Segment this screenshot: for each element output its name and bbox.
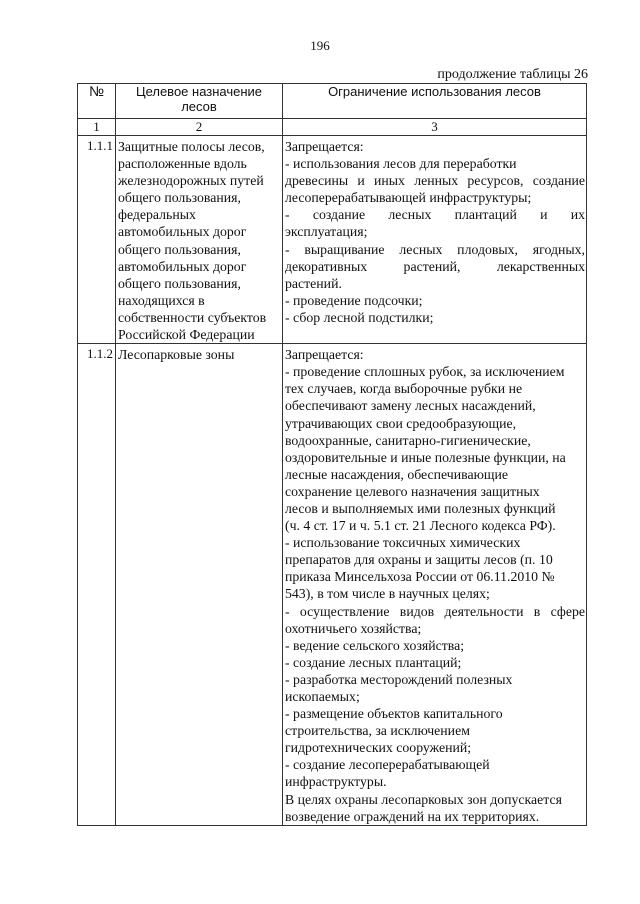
restriction-line: возведение ограждений на их территориях. xyxy=(285,808,540,824)
row-number: 1.1.1 xyxy=(78,136,116,344)
restriction-line: утрачивающих свои средообразующие, xyxy=(285,415,517,431)
purpose-line: автомобильных дорог xyxy=(118,258,247,274)
purpose-line: общего пользования, xyxy=(118,275,241,291)
purpose-line: Лесопарковые зоны xyxy=(118,347,235,363)
restriction-line: декоративных растений, лекарственных xyxy=(285,258,585,274)
restriction-line: Запрещается: xyxy=(285,139,364,154)
restriction-line: - использование токсичных химических xyxy=(285,535,521,551)
restriction-line: лесов и выполняемых ими полезных функций xyxy=(285,500,556,516)
restriction-line: инфраструктуры. xyxy=(285,774,387,790)
restriction-line: - создание лесных плантаций; xyxy=(285,654,462,670)
purpose-line: расположенные вдоль xyxy=(118,156,247,172)
restriction-line: древесины и иных ленных ресурсов, создание xyxy=(285,173,585,189)
table-continuation-label: продолжение таблицы 26 xyxy=(437,67,588,82)
restriction-line: ископаемых; xyxy=(285,689,360,704)
restriction-line: охотничьего хозяйства; xyxy=(285,620,422,636)
restriction-line: В целях охраны лесопарковых зон допускается xyxy=(285,791,562,807)
restriction-line: - размещение объектов капитального xyxy=(285,706,503,722)
restriction-line: приказа Минсельхоза России от 06.11.2010 № xyxy=(285,569,555,585)
purpose-line: Защитные полосы лесов, xyxy=(118,139,265,154)
column-numbers-row xyxy=(78,119,587,136)
purpose-line: находящихся в xyxy=(118,292,205,308)
header-purpose xyxy=(116,84,283,119)
restriction-line: - разработка месторождений полезных xyxy=(285,671,513,687)
restriction-line: - проведение сплошных рубок, за исключением xyxy=(285,364,565,380)
restriction-line: - использования лесов для переработки xyxy=(285,156,517,172)
restriction-line: лесоперерабатывающей инфраструктуры; xyxy=(285,190,532,206)
restriction-line: 543), в том числе в научных целях; xyxy=(285,586,490,602)
restrictions-cell xyxy=(283,344,587,826)
restriction-line: препаратов для охраны и защиты лесов (п. 10 xyxy=(285,552,553,568)
restriction-line: сохранение целевого назначения защитных xyxy=(285,483,540,499)
restriction-line: тех случаев, когда выборочные рубки не xyxy=(285,381,523,397)
restrictions-table xyxy=(77,83,587,826)
purpose-cell xyxy=(116,136,283,344)
restriction-line: водоохранные, санитарно-гигиенические, xyxy=(285,432,531,448)
column-number-3: 3 xyxy=(283,119,587,136)
purpose-line: железнодорожных путей xyxy=(118,173,264,189)
restriction-line: лесные насаждения, обеспечивающие xyxy=(285,466,509,482)
restriction-line: строительства, за исключением xyxy=(285,723,470,739)
row-number: 1.1.2 xyxy=(78,344,116,826)
table-header-row xyxy=(78,84,587,119)
restriction-line: - создание лесных плантаций и их xyxy=(285,207,585,223)
restriction-line: эксплуатация; xyxy=(285,224,368,240)
table-row-1-1-2 xyxy=(78,344,587,826)
restriction-line: - ведение сельского хозяйства; xyxy=(285,637,465,653)
table-row-1-1-1 xyxy=(78,136,587,344)
purpose-line: общего пользования, xyxy=(118,190,241,206)
header-number: № xyxy=(78,84,116,119)
header-purpose-line2: лесов xyxy=(181,99,217,114)
purpose-cell xyxy=(116,344,283,826)
purpose-line: собственности субъектов xyxy=(118,309,267,325)
restriction-line: гидротехнических сооружений; xyxy=(285,740,472,756)
purpose-line: Российской Федерации xyxy=(118,327,255,343)
restrictions-cell xyxy=(283,136,587,344)
restriction-line: растений. xyxy=(285,275,342,291)
restriction-line: - сбор лесной подстилки; xyxy=(285,309,434,325)
restriction-line: обеспечивают замену лесных насаждений, xyxy=(285,398,536,414)
restriction-line: - создание лесоперерабатывающей xyxy=(285,757,490,773)
column-number-1: 1 xyxy=(78,119,116,136)
column-number-2: 2 xyxy=(116,119,283,136)
purpose-line: федеральных xyxy=(118,207,196,223)
restriction-line: оздоровительные и иные полезные функции, на xyxy=(285,449,566,465)
restriction-line: Запрещается: xyxy=(285,347,364,363)
restriction-line: - осуществление видов деятельности в сфере xyxy=(285,603,585,619)
page-number: 196 xyxy=(310,38,330,53)
restriction-line: (ч. 4 ст. 17 и ч. 5.1 ст. 21 Лесного кодекса РФ). xyxy=(285,518,556,534)
purpose-line: общего пользования, xyxy=(118,241,241,257)
header-restrictions: Ограничение использования лесов xyxy=(283,84,587,119)
restriction-line: - проведение подсочки; xyxy=(285,292,423,308)
header-purpose-line1: Целевое назначение xyxy=(135,84,263,99)
purpose-line: автомобильных дорог xyxy=(118,224,247,240)
restriction-line: - выращивание лесных плодовых, ягодных, xyxy=(285,241,585,257)
